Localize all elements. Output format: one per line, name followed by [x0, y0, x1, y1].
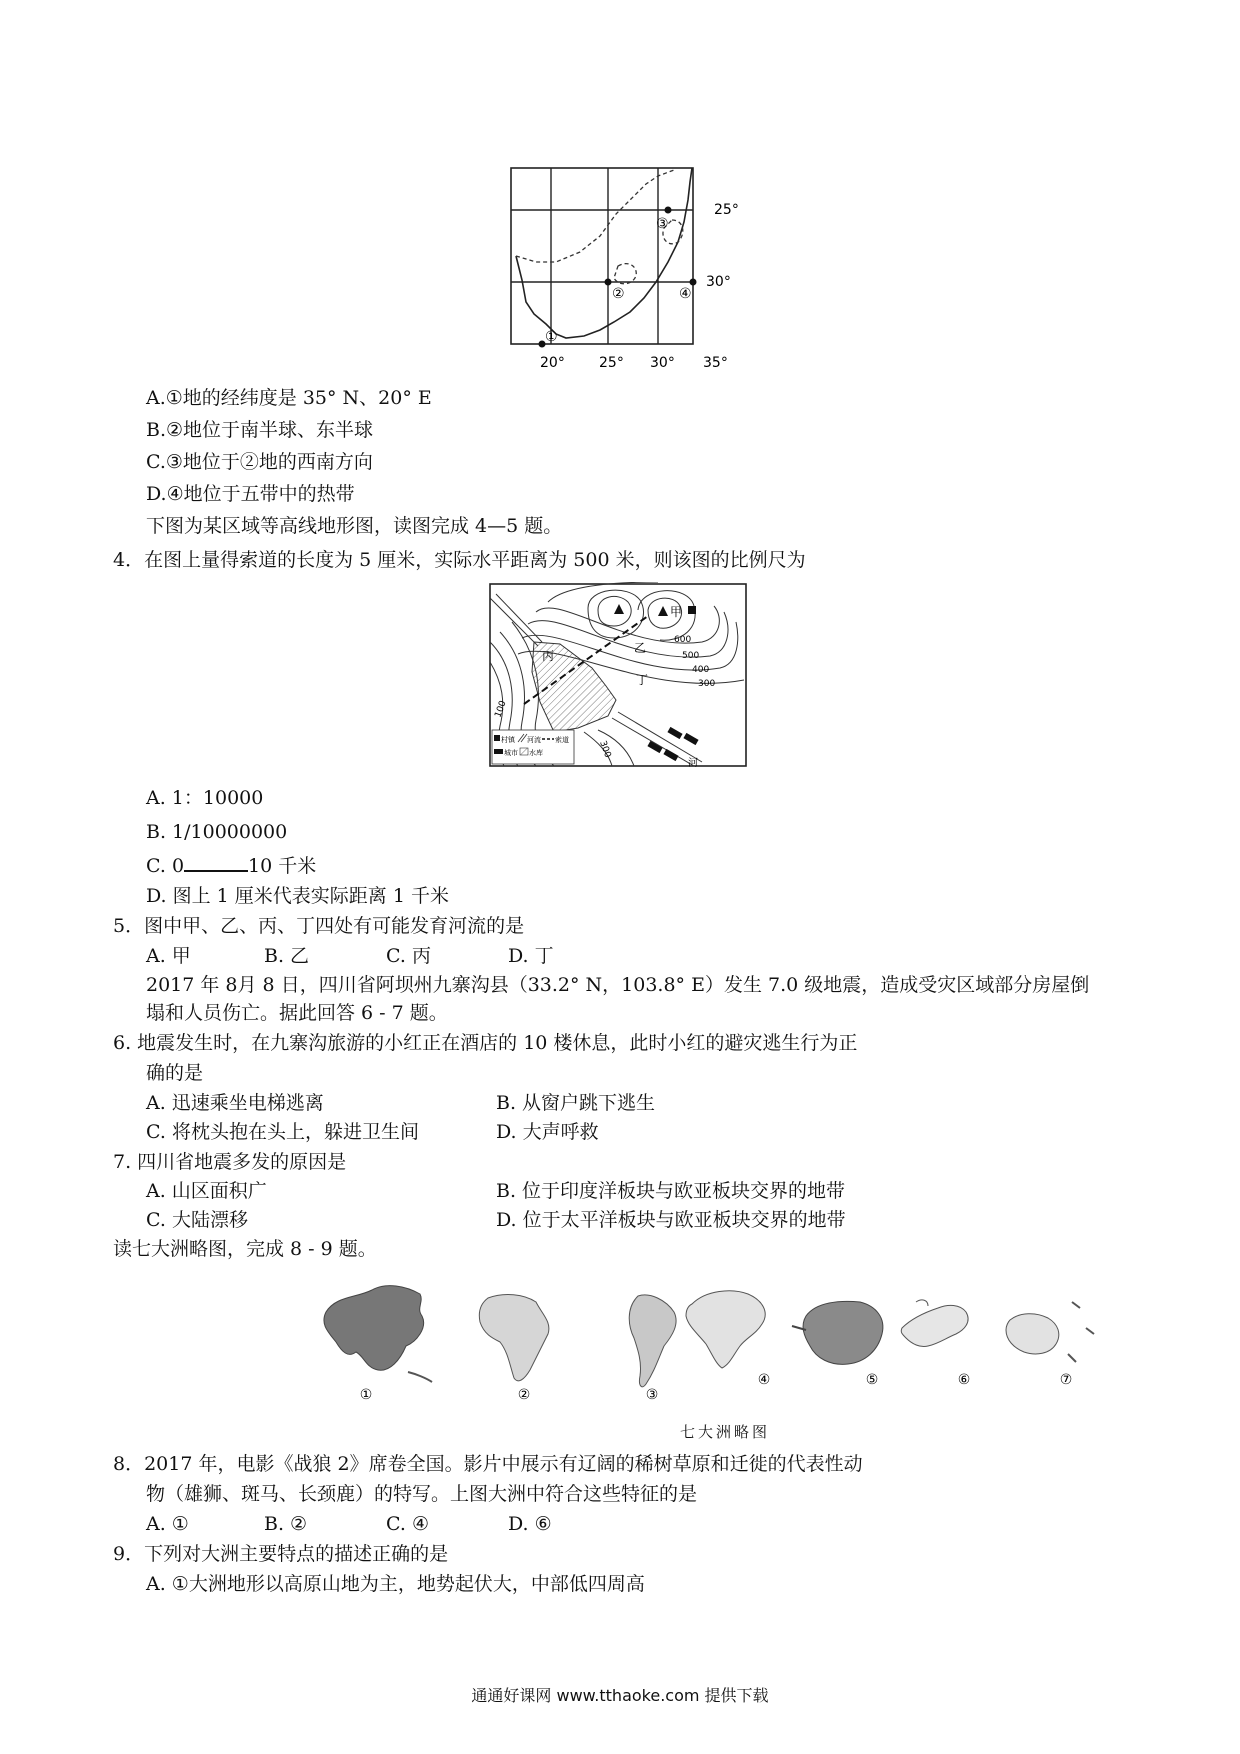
q3-option-b: B.②地位于南半球、东半球 [146, 419, 374, 441]
q4-option-d: D. 图上 1 厘米代表实际距离 1 千米 [146, 885, 449, 907]
point-2-dot [605, 279, 612, 286]
q4-option-c-left: C. 0 [146, 855, 185, 877]
q7-option-c: C. 大陆漂移 [146, 1209, 248, 1231]
oceania-islands [1068, 1302, 1094, 1362]
q4-stem: 4．在图上量得索道的长度为 5 厘米，实际水平距离为 500 米，则该图的比例尺为 [113, 549, 806, 571]
europe-islands [916, 1300, 928, 1306]
latlon-grid-map [496, 162, 776, 374]
legend-cableway: 索道 [555, 736, 569, 744]
label-bing: 丙 [542, 649, 555, 663]
q6-option-b: B. 从窗户跳下逃生 [496, 1092, 656, 1114]
q6-stem-line-2: 确的是 [146, 1062, 204, 1084]
continent-label-3: ③ [645, 1387, 659, 1403]
legend-river: 河流 [527, 736, 541, 744]
page-footer: 通通好课网 www.tthaoke.com 提供下载 [471, 1686, 769, 1705]
europe-shape [901, 1305, 968, 1346]
continents-figure [316, 1272, 1132, 1412]
q8-option-a: A. ① [146, 1513, 189, 1535]
label-jia: 甲 [670, 605, 683, 619]
asia-shape [324, 1286, 424, 1371]
point-2-label: ② [612, 286, 625, 302]
q6-stem-line-1: 6. 地震发生时，在九寨沟旅游的小红正在酒店的 10 楼休息，此时小红的避灾逃生行为正 [113, 1032, 858, 1054]
continent-label-5: ⑤ [865, 1372, 879, 1388]
q3-option-a: A.①地的经纬度是 35° N、20° E [146, 387, 432, 409]
q5-option-a: A. 甲 [146, 945, 191, 967]
q4-option-c [146, 854, 316, 878]
q6-option-c: C. 将枕头抱在头上，躲进卫生间 [146, 1121, 419, 1143]
q8-option-d: D. ⑥ [508, 1513, 552, 1535]
continent-label-4: ④ [757, 1372, 771, 1388]
continent-label-2: ② [517, 1387, 531, 1403]
continent-label-1: ① [359, 1387, 373, 1403]
asia-islands [408, 1372, 432, 1382]
q5-option-b: B. 乙 [264, 945, 310, 967]
intro-4-5: 下图为某区域等高线地形图，读图完成 4—5 题。 [146, 515, 563, 537]
point-4-dot [690, 279, 697, 286]
q8-option-b: B. ② [264, 1513, 308, 1535]
north-america-shape [686, 1291, 765, 1368]
south-america-shape [629, 1295, 676, 1387]
legend-village: 村镇 [501, 736, 515, 744]
label-yi: 乙 [634, 641, 647, 655]
q8-stem-line-1: 8．2017 年，电影《战狼 2》席卷全国。影片中展示有辽阔的稀树草原和迁徙的代表性动 [113, 1453, 863, 1475]
village-icon [688, 606, 696, 614]
q4-option-b: B. 1/10000000 [146, 821, 288, 843]
q7-option-d: D. 位于太平洋板块与欧亚板块交界的地带 [496, 1209, 846, 1231]
q3-option-c: C.③地位于②地的西南方向 [146, 451, 373, 473]
quake-intro-line-1: 2017 年 8月 8 日，四川省阿坝州九寨沟县（33.2° N，103.8° E）发生 7.0 级地震，造成受灾区域部分房屋倒 [146, 974, 1090, 996]
q8-stem-line-2: 物（雄狮、斑马、长颈鹿）的特写。上图大洲中符合这些特征的是 [146, 1483, 698, 1505]
scale-bar [184, 854, 248, 872]
legend-reservoir-icon [520, 748, 528, 755]
contour-map [488, 582, 748, 768]
africa-shape [479, 1295, 549, 1381]
lon-label-30: 30° [650, 355, 675, 371]
q9-option-a: A. ①大洲地形以高原山地为主，地势起伏大，中部低四周高 [146, 1573, 645, 1595]
label-he: 河 [688, 758, 698, 768]
point-4-label: ④ [679, 286, 692, 302]
point-3-dot [665, 207, 672, 214]
q5-stem: 5．图中甲、乙、丙、丁四处有可能发育河流的是 [113, 915, 525, 937]
contour-300-lower: 300 [597, 739, 613, 760]
contour-500: 500 [682, 651, 700, 661]
intro-8-9: 读七大洲略图，完成 8 - 9 题。 [113, 1238, 377, 1260]
continents-caption: 七大洲略图 [680, 1423, 771, 1441]
lon-label-35: 35° [703, 355, 728, 371]
continent-label-7: ⑦ [1059, 1372, 1073, 1388]
q7-stem: 7. 四川省地震多发的原因是 [113, 1151, 347, 1173]
legend-city: 城市 [504, 749, 518, 757]
q8-option-c: C. ④ [386, 1513, 429, 1535]
q7-option-a: A. 山区面积广 [146, 1180, 267, 1202]
point-3-label: ③ [656, 216, 669, 232]
continent-label-6: ⑥ [957, 1372, 971, 1388]
q6-option-d: D. 大声呼救 [496, 1121, 599, 1143]
q6-option-a: A. 迅速乘坐电梯逃离 [146, 1092, 324, 1114]
point-1-label: ① [545, 329, 558, 345]
contour-100: 100 [493, 699, 509, 720]
q4-option-a: A. 1：10000 [146, 787, 264, 809]
lat-label-30: 30° [706, 274, 731, 290]
q9-stem: 9．下列对大洲主要特点的描述正确的是 [113, 1543, 449, 1565]
contour-600: 600 [674, 635, 692, 645]
label-ding: 丁 [636, 673, 649, 687]
legend-village-icon [494, 735, 500, 741]
quake-intro-line-2: 塌和人员伤亡。据此回答 6 - 7 题。 [146, 1002, 448, 1024]
contour-400: 400 [692, 665, 710, 675]
contour-300: 300 [698, 679, 716, 689]
lat-label-25: 25° [714, 202, 739, 218]
oceania-shape [1006, 1314, 1059, 1354]
lon-label-25: 25° [599, 355, 624, 371]
q5-option-c: C. 丙 [386, 945, 431, 967]
q4-option-c-right: 10 千米 [248, 855, 317, 877]
q5-option-d: D. 丁 [508, 945, 554, 967]
q3-option-d: D.④地位于五带中的热带 [146, 483, 355, 505]
lon-label-20: 20° [540, 355, 565, 371]
legend-reservoir: 水库 [529, 749, 543, 757]
legend-city-icon [494, 749, 503, 754]
antarctica-shape [803, 1301, 883, 1364]
q7-option-b: B. 位于印度洋板块与欧亚板块交界的地带 [496, 1180, 846, 1202]
